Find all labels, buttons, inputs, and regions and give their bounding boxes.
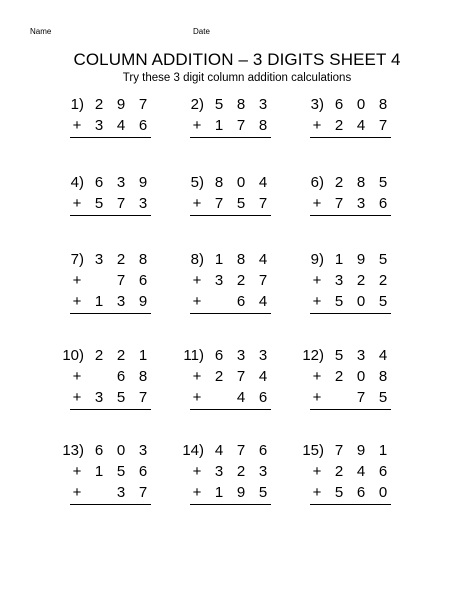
operator: + (312, 117, 322, 134)
addend-row (310, 94, 390, 115)
digit: 8 (138, 251, 148, 268)
digit: 3 (94, 389, 104, 406)
operator: + (72, 272, 82, 289)
addend-row (190, 94, 270, 115)
digit: 6 (94, 174, 104, 191)
operator: + (192, 368, 202, 385)
date-label: Date (193, 27, 210, 36)
operator: + (312, 463, 322, 480)
operator: + (192, 293, 202, 310)
digit: 3 (258, 347, 268, 364)
operator: + (312, 484, 322, 501)
digit: 6 (378, 195, 388, 212)
problem-number: 4) (70, 174, 84, 191)
digit: 2 (116, 347, 126, 364)
digit: 7 (378, 117, 388, 134)
digit: 3 (334, 272, 344, 289)
digit: 4 (116, 117, 126, 134)
operator: + (72, 463, 82, 480)
digit: 6 (94, 442, 104, 459)
operator: + (312, 195, 322, 212)
digit: 3 (236, 347, 246, 364)
digit: 6 (116, 368, 126, 385)
digit: 4 (258, 251, 268, 268)
addend-row (190, 172, 270, 193)
operator: + (312, 389, 322, 406)
digit: 2 (94, 96, 104, 113)
digit: 2 (214, 368, 224, 385)
addend-row-plus (70, 461, 150, 482)
problem (170, 172, 280, 252)
digit: 2 (94, 347, 104, 364)
digit: 2 (378, 272, 388, 289)
digit: 2 (236, 272, 246, 289)
addend-row-plus (190, 270, 270, 291)
operator: + (72, 117, 82, 134)
digit: 7 (138, 484, 148, 501)
digit: 0 (236, 174, 246, 191)
digit: 5 (236, 195, 246, 212)
addend-row-plus (310, 366, 390, 387)
addend-row-plus (70, 270, 150, 291)
digit: 2 (356, 272, 366, 289)
digit: 9 (138, 293, 148, 310)
digit: 0 (356, 368, 366, 385)
digit: 6 (258, 442, 268, 459)
problem-number: 3) (310, 96, 324, 113)
operator: + (72, 389, 82, 406)
digit: 9 (236, 484, 246, 501)
digit: 8 (378, 96, 388, 113)
digit: 4 (258, 368, 268, 385)
problem-number: 9) (310, 251, 324, 268)
digit: 5 (334, 347, 344, 364)
digit: 2 (334, 463, 344, 480)
digit: 6 (138, 117, 148, 134)
digit: 7 (138, 389, 148, 406)
digit: 2 (116, 251, 126, 268)
digit: 4 (258, 174, 268, 191)
digit: 5 (94, 195, 104, 212)
answer-line (190, 137, 271, 138)
addend-row-plus (70, 193, 150, 214)
problem (170, 345, 280, 425)
answer-line (190, 504, 271, 505)
page-subtitle: Try these 3 digit column addition calculations (122, 72, 352, 84)
addend-row-plus (70, 366, 150, 387)
operator: + (312, 272, 322, 289)
problem-number: 2) (190, 96, 204, 113)
problem-number: 1) (70, 96, 84, 113)
addend-row (70, 94, 150, 115)
digit: 3 (356, 195, 366, 212)
digit: 6 (258, 389, 268, 406)
digit: 7 (258, 272, 268, 289)
digit: 8 (356, 174, 366, 191)
digit: 1 (334, 251, 344, 268)
digit: 1 (138, 347, 148, 364)
digit: 6 (214, 347, 224, 364)
addend-row (70, 345, 150, 366)
digit: 3 (138, 195, 148, 212)
operator: + (192, 272, 202, 289)
digit: 3 (116, 174, 126, 191)
addend-row-plus (190, 193, 270, 214)
addend-row-plus (310, 291, 390, 312)
digit: 7 (236, 442, 246, 459)
problem (290, 249, 400, 329)
digit: 3 (214, 272, 224, 289)
answer-line (70, 409, 151, 410)
digit: 8 (214, 174, 224, 191)
addend-row (310, 249, 390, 270)
digit: 3 (258, 96, 268, 113)
digit: 1 (94, 463, 104, 480)
digit: 0 (356, 293, 366, 310)
digit: 3 (138, 442, 148, 459)
problem-number: 12) (302, 347, 324, 364)
problem-number: 13) (62, 442, 84, 459)
addend-row-plus (310, 387, 390, 408)
operator: + (72, 195, 82, 212)
addend-row-plus (190, 387, 270, 408)
digit: 6 (378, 463, 388, 480)
answer-line (190, 313, 271, 314)
problem (50, 440, 160, 520)
addend-row-plus (190, 115, 270, 136)
addend-row (70, 249, 150, 270)
digit: 0 (378, 484, 388, 501)
addend-row-plus (70, 115, 150, 136)
problem-number: 7) (70, 251, 84, 268)
addend-row-plus (310, 193, 390, 214)
digit: 6 (334, 96, 344, 113)
digit: 9 (138, 174, 148, 191)
digit: 7 (236, 368, 246, 385)
operator: + (72, 368, 82, 385)
digit: 8 (258, 117, 268, 134)
digit: 4 (378, 347, 388, 364)
digit: 9 (356, 251, 366, 268)
digit: 4 (258, 293, 268, 310)
problem (50, 172, 160, 252)
digit: 8 (138, 368, 148, 385)
digit: 5 (378, 251, 388, 268)
digit: 3 (258, 463, 268, 480)
digit: 4 (356, 463, 366, 480)
digit: 5 (214, 96, 224, 113)
digit: 9 (116, 96, 126, 113)
operator: + (192, 463, 202, 480)
problem (290, 94, 400, 174)
digit: 6 (138, 463, 148, 480)
operator: + (312, 293, 322, 310)
digit: 5 (378, 389, 388, 406)
problem (170, 440, 280, 520)
problem (290, 345, 400, 425)
addend-row-plus (310, 270, 390, 291)
answer-line (190, 409, 271, 410)
answer-line (310, 137, 391, 138)
addend-row (70, 172, 150, 193)
digit: 5 (378, 174, 388, 191)
digit: 3 (116, 484, 126, 501)
answer-line (310, 313, 391, 314)
digit: 7 (258, 195, 268, 212)
problem (290, 440, 400, 520)
digit: 7 (214, 195, 224, 212)
problem (170, 249, 280, 329)
name-label: Name (30, 27, 52, 36)
digit: 7 (138, 96, 148, 113)
digit: 1 (94, 293, 104, 310)
problem-number: 14) (182, 442, 204, 459)
addend-row (190, 440, 270, 461)
digit: 6 (138, 272, 148, 289)
digit: 8 (236, 251, 246, 268)
digit: 5 (258, 484, 268, 501)
digit: 2 (334, 368, 344, 385)
operator: + (192, 117, 202, 134)
digit: 8 (378, 368, 388, 385)
addend-row-plus (310, 115, 390, 136)
addend-row (70, 440, 150, 461)
digit: 4 (236, 389, 246, 406)
digit: 7 (334, 195, 344, 212)
operator: + (192, 484, 202, 501)
problem (50, 94, 160, 174)
problem-number: 15) (302, 442, 324, 459)
digit: 1 (214, 484, 224, 501)
page-title: COLUMN ADDITION – 3 DIGITS SHEET 4 (73, 50, 401, 69)
problem (290, 172, 400, 252)
problem-number: 10) (62, 347, 84, 364)
digit: 1 (214, 117, 224, 134)
addend-row-plus (190, 461, 270, 482)
answer-line (70, 313, 151, 314)
addend-row-plus (70, 387, 150, 408)
addend-row-plus (310, 482, 390, 503)
addend-row (310, 345, 390, 366)
digit: 6 (356, 484, 366, 501)
addend-row-plus (190, 291, 270, 312)
problem-number: 6) (310, 174, 324, 191)
digit: 5 (116, 389, 126, 406)
answer-line (310, 215, 391, 216)
digit: 5 (378, 293, 388, 310)
digit: 4 (356, 117, 366, 134)
answer-line (70, 504, 151, 505)
digit: 1 (378, 442, 388, 459)
answer-line (310, 504, 391, 505)
problem (50, 249, 160, 329)
digit: 3 (94, 117, 104, 134)
digit: 3 (94, 251, 104, 268)
addend-row-plus (310, 461, 390, 482)
answer-line (190, 215, 271, 216)
digit: 5 (334, 484, 344, 501)
digit: 3 (356, 347, 366, 364)
operator: + (192, 389, 202, 406)
problem-number: 11) (183, 347, 204, 364)
answer-line (70, 215, 151, 216)
addend-row-plus (70, 482, 150, 503)
digit: 4 (214, 442, 224, 459)
addend-row (310, 172, 390, 193)
problem-number: 8) (190, 251, 204, 268)
digit: 8 (236, 96, 246, 113)
digit: 5 (334, 293, 344, 310)
digit: 5 (116, 463, 126, 480)
digit: 3 (116, 293, 126, 310)
operator: + (72, 484, 82, 501)
addend-row-plus (190, 482, 270, 503)
answer-line (70, 137, 151, 138)
addend-row (310, 440, 390, 461)
digit: 7 (116, 195, 126, 212)
digit: 2 (236, 463, 246, 480)
digit: 0 (356, 96, 366, 113)
digit: 2 (334, 117, 344, 134)
digit: 9 (356, 442, 366, 459)
problem-number: 5) (190, 174, 204, 191)
addend-row-plus (70, 291, 150, 312)
digit: 3 (214, 463, 224, 480)
addend-row (190, 249, 270, 270)
digit: 7 (334, 442, 344, 459)
digit: 2 (334, 174, 344, 191)
addend-row (190, 345, 270, 366)
digit: 7 (236, 117, 246, 134)
answer-line (310, 409, 391, 410)
digit: 0 (116, 442, 126, 459)
digit: 7 (356, 389, 366, 406)
problem (170, 94, 280, 174)
addend-row-plus (190, 366, 270, 387)
operator: + (72, 293, 82, 310)
operator: + (192, 195, 202, 212)
problem (50, 345, 160, 425)
digit: 6 (236, 293, 246, 310)
digit: 7 (116, 272, 126, 289)
operator: + (312, 368, 322, 385)
digit: 1 (214, 251, 224, 268)
